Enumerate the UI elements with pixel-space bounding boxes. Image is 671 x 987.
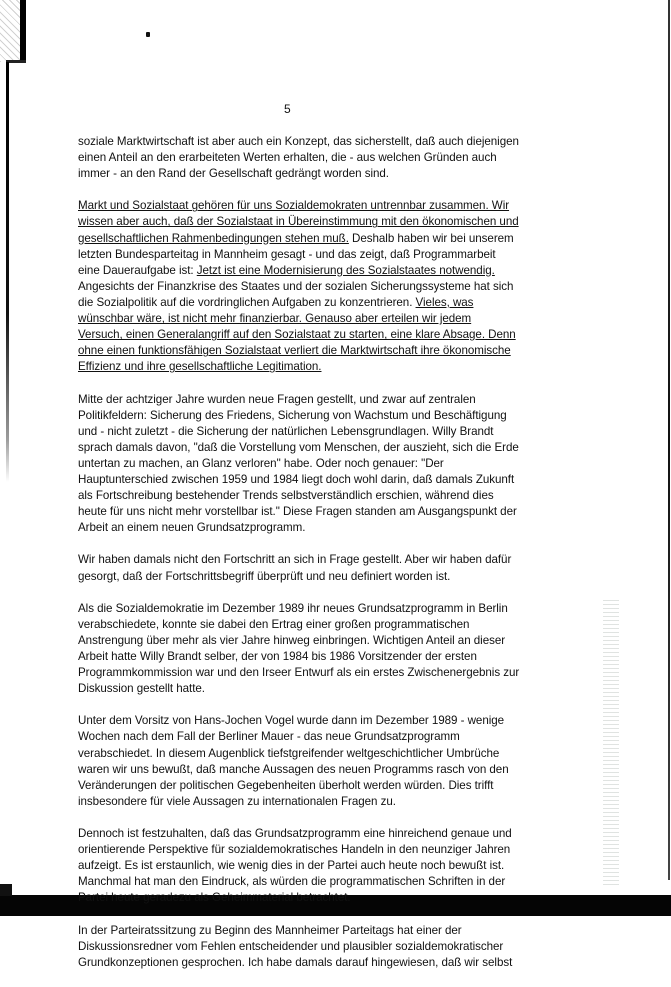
text-segment: waren wir uns bewußt, daß manche Aussagen des neuen Programms rasch von den: [78, 762, 509, 776]
text-line: [78, 842, 511, 858]
text-line: [78, 601, 508, 617]
text-line: [78, 472, 515, 488]
text-line: [78, 955, 513, 971]
text-segment: verabschiedet. In diesem Augenblick tiefstgreifender weltgeschichtlicher Umbrüche: [78, 746, 500, 760]
text-line: [78, 569, 502, 585]
paragraph: [78, 713, 509, 810]
text-segment: Diskussionsredner vom Fehlen entscheidender und plausibler sozialdemokratischer: [78, 939, 504, 953]
text-segment: und - nicht zuletzt - die Sicherung der natürlichen Lebensgrundlagen. Willy Brandt: [78, 424, 494, 438]
text-segment: Unter dem Vorsitz von Hans-Jochen Vogel wurde dann im Dezember 1989 - wenige: [78, 714, 505, 728]
text-line: [78, 552, 512, 568]
text-line: [78, 456, 502, 472]
underlined-text: Markt und Sozialstaat gehören für uns Sozialdemokraten untrennbar zusammen. Wir: [78, 199, 510, 213]
underlined-text: Effizienz und ihre gesellschaftliche Legitimation.: [78, 360, 322, 374]
text-line: [78, 633, 506, 649]
text-line: [78, 440, 519, 456]
text-line: [78, 681, 502, 697]
text-segment: Mitte der achtziger Jahre wurden neue Fragen gestellt, und zwar auf zentralen: [78, 392, 476, 406]
text-segment: einen Anteil an den erarbeiteten Werten erhalten, die - aus welchen Gründen auch: [78, 151, 497, 165]
paragraph: [78, 923, 513, 971]
text-segment: verabschiedete, konnte sie dabei den Ertrag einer großen programmatischen: [78, 617, 470, 631]
text-segment: Angesichts der Finanzkrise des Staates und der sozialen Sicherungssysteme hat sich: [78, 279, 514, 293]
text-line: [78, 794, 502, 810]
text-line: [78, 665, 520, 681]
text-line: [78, 520, 502, 536]
text-segment: Diskussion gestellt hatte.: [78, 682, 205, 696]
text-line: [78, 762, 509, 778]
text-segment: sprach damals davon, "daß die Vorstellung vom Menschen, der auszieht, sich die Erde: [78, 440, 519, 454]
underlined-text: Vieles, was: [415, 295, 474, 309]
text-line: [78, 359, 502, 375]
text-segment: Als die Sozialdemokratie im Dezember 1989 ihr neues Grundsatzprogramm in Berlin: [78, 601, 508, 615]
text-line: [78, 488, 502, 504]
text-segment: Wochen nach dem Fall der Berliner Mauer - das neue Grundsatzprogramm: [78, 730, 460, 744]
scan-edge-left: [6, 62, 9, 482]
underlined-text: wissen aber auch, daß der Sozialstaat in Übereinstimmung mit den ökonomischen und: [78, 215, 519, 229]
text-line: [78, 729, 502, 745]
text-line: [78, 134, 519, 150]
text-line: [78, 408, 507, 424]
text-line: [78, 343, 511, 359]
scan-edge-right: [668, 0, 670, 880]
text-segment: immer - an den Rand der Gesellschaft gedrängt worden sind.: [78, 167, 389, 181]
text-segment: als Fortschreibung bestehender Trends selbstverständlich erschien, während dies: [78, 489, 494, 503]
scan-edge-shadow: [6, 60, 26, 63]
text-segment: die Sozialpolitik auf die vordringlichen Aufgaben zu konzentrieren.: [78, 295, 416, 309]
text-line: [78, 890, 502, 906]
text-segment: aufzeigt. Es ist erstaunlich, wie wenig dies in der Partei auch heute noch bewußt ist.: [78, 859, 505, 873]
text-line: [78, 392, 502, 408]
document-body: [78, 134, 520, 987]
text-line: [78, 327, 516, 343]
underlined-text: Versuch, einen Generalangriff auf den Sozialstaat zu starten, eine klare Absage. Denn: [78, 328, 516, 342]
text-segment: soziale Marktwirtschaft ist aber auch ein Konzept, das sicherstellt, daß auch diejenigen: [78, 135, 519, 148]
text-segment: heute für uns nicht mehr vorstellbar ist." Diese Fragen standen am Ausgangspunkt der: [78, 505, 517, 519]
text-line: [78, 826, 512, 842]
text-segment: Manchmal hat man den Eindruck, als würden die programmatischen Schriften in der: [78, 875, 506, 889]
text-line: [78, 214, 519, 230]
underlined-text: Jetzt ist eine Modernisierung des Sozialstaates notwendig.: [196, 263, 495, 277]
text-line: [78, 231, 514, 247]
paragraph: [78, 552, 512, 584]
text-line: [78, 263, 502, 279]
text-segment: insbesondere für viele Aussagen zu internationalen Fragen zu.: [78, 794, 396, 808]
underlined-text: ohne einen funktionsfähigen Sozialstaat verliert die Marktwirtschaft ihre ökonomische: [78, 344, 511, 358]
text-segment: Arbeit hatte Willy Brandt selber, der von 1984 bis 1986 Vorsitzender der ersten: [78, 650, 477, 663]
text-line: [78, 424, 502, 440]
text-segment: Partei heute geradezu als Geheimmaterial betrachtet.: [78, 891, 351, 905]
text-line: [78, 649, 502, 665]
text-segment: Arbeit an einem neuen Grundsatzprogramm.: [78, 521, 306, 535]
text-segment: eine Daueraufgabe ist:: [78, 263, 197, 277]
text-segment: Dennoch ist festzuhalten, daß das Grundsatzprogramm eine hinreichend genaue und: [78, 827, 512, 841]
text-line: [78, 923, 502, 939]
text-line: [78, 198, 510, 214]
text-line: [78, 311, 502, 327]
text-segment: Programmkommission war und den Irseer Entwurf als ein erstes Zwischenergebnis zur: [78, 666, 520, 680]
scan-edge-shadow: [0, 884, 12, 896]
text-line: [78, 617, 502, 633]
text-line: [78, 166, 502, 182]
text-line: [78, 746, 502, 762]
text-segment: Politikfeldern: Sicherung des Friedens, Sicherung von Wachstum und Beschäftigung: [78, 408, 507, 422]
paragraph: [78, 392, 519, 537]
paragraph: [78, 198, 519, 375]
text-segment: Wir haben damals nicht den Fortschritt an sich in Frage gestellt. Aber wir haben dafür: [78, 553, 512, 567]
text-line: [78, 778, 502, 794]
scan-edge-shadow: [20, 0, 26, 62]
paragraph: [78, 134, 519, 182]
paragraph: [78, 826, 512, 906]
scan-noise: [603, 600, 619, 885]
text-line: [78, 858, 505, 874]
scan-noise: [0, 0, 20, 62]
text-line: [78, 713, 505, 729]
text-segment: Grundkonzeptionen gesprochen. Ich habe damals darauf hingewiesen, daß wir selbst: [78, 955, 513, 969]
underlined-text: wünschbar wäre, ist nicht mehr finanzierbar. Genauso aber erteilen wir jedem: [78, 312, 472, 326]
text-segment: Deshalb haben wir bei unserem: [348, 231, 514, 245]
text-line: [78, 939, 502, 955]
underlined-text: gesellschaftlichen Rahmenbedingungen stehen muß.: [78, 231, 349, 245]
paragraph: [78, 601, 520, 698]
text-line: [78, 279, 514, 295]
text-line: [78, 150, 502, 166]
text-segment: orientierende Perspektive für sozialdemokratisches Handeln in den neunziger Jahren: [78, 843, 511, 857]
text-segment: Anstrengung über mehr als vier Jahre hinweg einbringen. Wichtigen Anteil an dieser: [78, 633, 506, 647]
text-segment: gesorgt, daß der Fortschrittsbegriff überprüft und neu definiert worden ist.: [78, 569, 451, 583]
text-segment: letzten Bundesparteitag in Mannheim gesagt - und das zeigt, daß Programmarbeit: [78, 247, 496, 261]
page-number: 5: [284, 102, 291, 116]
text-segment: Veränderungen der politischen Gegebenheiten überholt werden würden. Dies trifft: [78, 778, 494, 792]
text-line: [78, 874, 506, 890]
text-segment: Hauptunterschied zwischen 1959 und 1984 liegt doch wohl darin, daß damals Zukunft: [78, 472, 515, 486]
text-line: [78, 295, 502, 311]
scan-speck: [146, 32, 150, 37]
text-segment: In der Parteiratssitzung zu Beginn des Mannheimer Parteitags hat einer der: [78, 923, 462, 937]
text-segment: untertan zu machen, an Glanz verloren" habe. Oder noch genauer: "Der: [78, 456, 444, 470]
text-line: [78, 247, 502, 263]
text-line: [78, 504, 517, 520]
